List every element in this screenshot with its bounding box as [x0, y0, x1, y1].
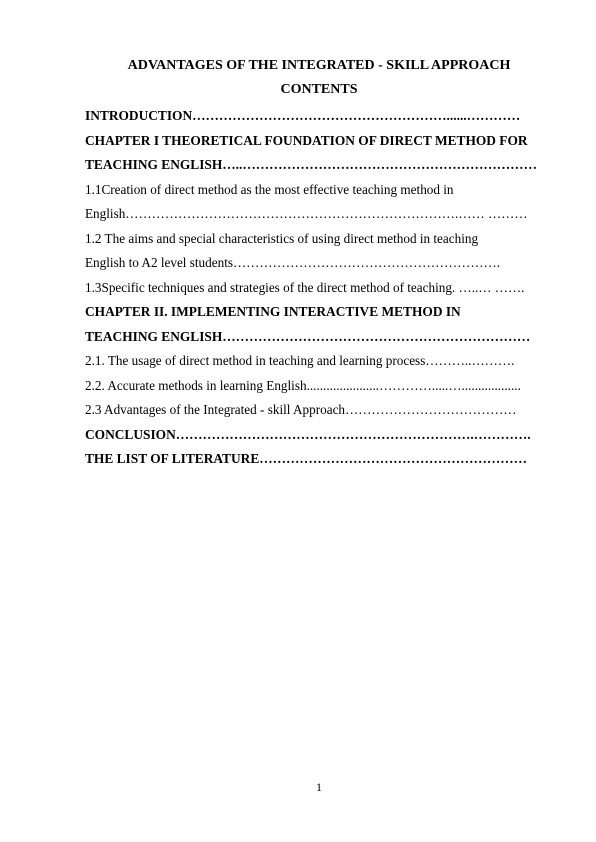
- toc-entry: INTRODUCTION…………………………………………………......…………: [85, 108, 521, 123]
- toc-entry: 1.2 The aims and special characteristics of using direct method in teaching: [85, 230, 479, 246]
- page-number: 1: [316, 780, 322, 794]
- toc-entry: CHAPTER I THEORETICAL FOUNDATION OF DIRECT METHOD FOR: [85, 132, 528, 148]
- toc-entry: CONCLUSION………………………………………………………….………….: [85, 426, 531, 442]
- toc-entry: English………………………………………………………………….…… ………: [85, 206, 528, 221]
- toc-entry: 2.1. The usage of direct method in teaching and learning process………..……….: [85, 353, 515, 368]
- toc-entry: TEACHING ENGLISH……………………………………………………………: [85, 328, 531, 344]
- toc-entry: 1.1Creation of direct method as the most effective teaching method in: [85, 181, 454, 197]
- contents-heading: CONTENTS: [280, 82, 358, 97]
- document-title: ADVANTAGES OF THE INTEGRATED - SKILL APPROACH: [127, 58, 511, 73]
- toc-entry: English to A2 level students…………………………………………………….: [85, 255, 501, 270]
- toc-entry: TEACHING ENGLISH…..…………………………………………………………: [85, 157, 537, 172]
- toc-entry: 2.2. Accurate methods in learning English......................………….....…..................: [85, 377, 521, 393]
- toc-entry: 2.3 Advantages of the Integrated - skill Approach…………………………………: [85, 402, 517, 417]
- table-of-contents: [85, 104, 555, 472]
- toc-entry: CHAPTER II. IMPLEMENTING INTERACTIVE METHOD IN: [85, 304, 461, 319]
- toc-entry: 1.3Specific techniques and strategies of the direct method of teaching. …..… …….: [85, 279, 525, 295]
- toc-entry: THE LIST OF LITERATURE……………………………………………………: [85, 451, 528, 466]
